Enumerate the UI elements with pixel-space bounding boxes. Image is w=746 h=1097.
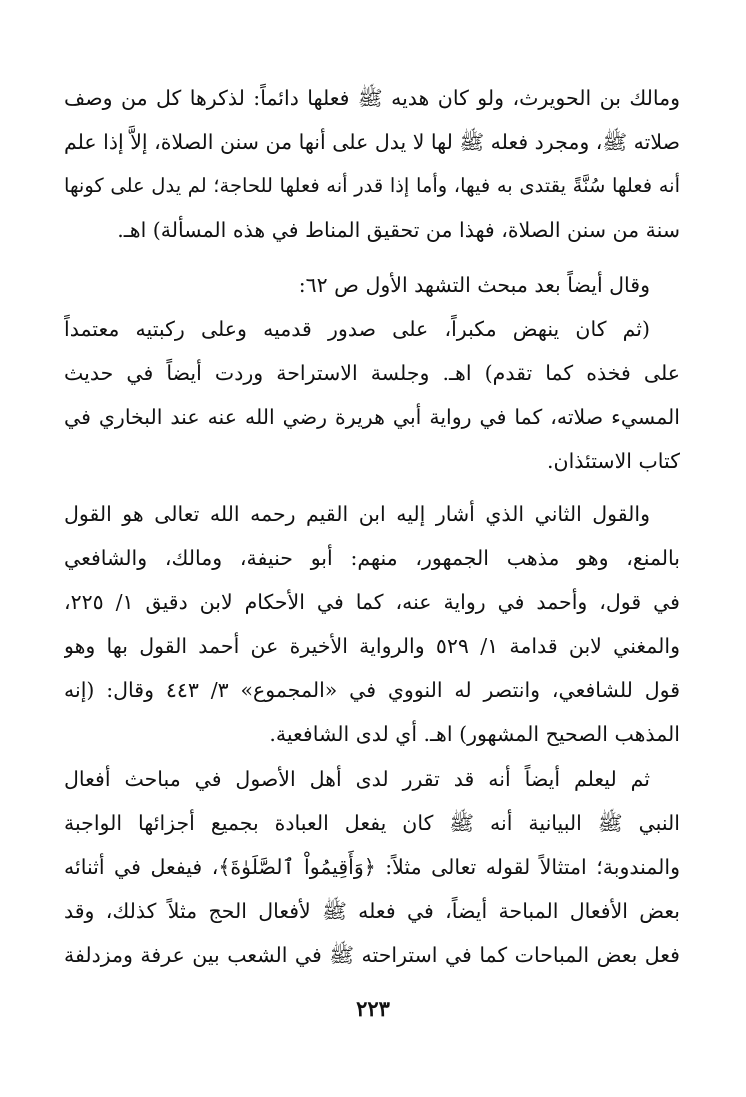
text-line: والقول الثاني الذي أشار إليه ابن القيم رحمه الله تعالى هو القول — [64, 502, 650, 526]
text-line: سنة من سنن الصلاة، فهذا من تحقيق المناط في هذه المسألة) اهـ. — [117, 218, 680, 242]
text-line: بعض الأفعال المباحة أيضاً، في فعله ﷺ لأفعال الحج مثلاً كذلك، وقد — [64, 899, 680, 923]
text-line: النبي ﷺ البيانية أنه ﷺ كان يفعل العبادة بجميع أجزائها الواجبة — [64, 811, 680, 835]
text-line: بالمنع، وهو مذهب الجمهور، منهم: أبو حنيفة، ومالك، والشافعي — [64, 546, 680, 570]
page-number: ٢٢٣ — [356, 996, 390, 1021]
text-line: أنه فعلها سُنَّةً يقتدى به فيها، وأما إذا قدر أنه فعلها للحاجة؛ لم يدل على كونها — [64, 174, 680, 197]
paragraph-4 — [64, 757, 680, 977]
text-line: كتاب الاستئذان. — [547, 449, 680, 473]
text-line: والمندوبة؛ امتثالاً لقوله تعالى مثلاً: ﴿وَأَقِيمُواْ ٱلصَّلَوٰةَ﴾، فيفعل في أثنائه — [64, 855, 680, 879]
text-line: صلاته ﷺ، ومجرد فعله ﷺ لها لا يدل على أنها من سنن الصلاة، إلاَّ إذا علم — [64, 130, 680, 154]
text-line: قول للشافعي، وانتصر له النووي في «المجموع» ٣/ ٤٤٣ وقال: (إنه — [64, 678, 680, 702]
text-line: المذهب الصحيح المشهور) اهـ. أي لدى الشافعية. — [269, 722, 680, 746]
paragraph-1 — [64, 76, 680, 252]
paragraph-2 — [64, 263, 680, 483]
text-line: المسيء صلاته، كما في رواية أبي هريرة رضي الله عنه عند البخاري في — [64, 405, 680, 429]
text-line: في قول، وأحمد في رواية عنه، كما في الأحكام لابن دقيق ١/ ٢٢٥، — [64, 590, 680, 614]
text-line: على فخذه كما تقدم) اهـ. وجلسة الاستراحة وردت أيضاً في حديث — [64, 361, 680, 385]
text-line: ثم ليعلم أيضاً أنه قد تقرر لدى أهل الأصول في مباحث أفعال — [64, 767, 650, 791]
text-line: فعل بعض المباحات كما في استراحته ﷺ في الشعب بين عرفة ومزدلفة — [64, 943, 680, 967]
paragraph-3 — [64, 492, 680, 756]
text-line: (ثم كان ينهض مكبراً، على صدور قدميه وعلى ركبتيه معتمداً — [64, 317, 650, 341]
text-line: ومالك بن الحويرث، ولو كان هديه ﷺ فعلها دائماً: لذكرها كل من وصف — [64, 86, 680, 110]
text-line: والمغني لابن قدامة ١/ ٥٢٩ والرواية الأخيرة عن أحمد القول بها وهو — [64, 634, 680, 658]
text-line: وقال أيضاً بعد مبحث التشهد الأول ص ٦٢: — [298, 273, 650, 297]
